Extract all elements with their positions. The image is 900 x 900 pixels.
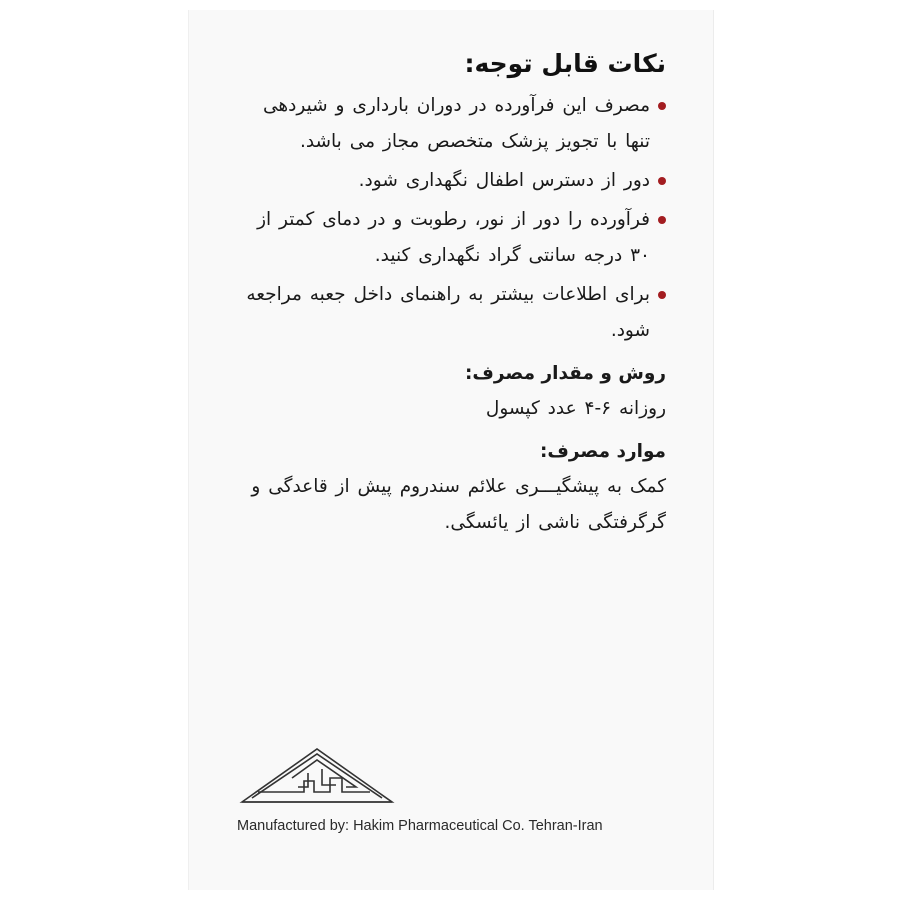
notes-heading: نکات قابل توجه: — [464, 49, 666, 78]
note-item-text: مصرف این فرآورده در دوران بارداری و شیردهی تنها با تجویز پزشک متخصص مجاز می باشد. — [262, 95, 650, 152]
bullet-icon — [658, 216, 666, 224]
indications-heading: موارد مصرف: — [539, 441, 666, 462]
package-text — [232, 44, 666, 541]
dosage-text: روزانه ۶-۴ عدد کپسول — [485, 398, 666, 419]
note-item-text: فرآورده را دور از نور، رطوبت و در دمای کمتر از ۳۰ درجه سانتی گراد نگهداری کنید. — [257, 209, 650, 266]
note-item — [232, 163, 666, 199]
notes-list — [232, 88, 666, 349]
hakim-logo-icon — [238, 745, 396, 807]
note-item-text: برای اطلاعات بیشتر به راهنمای داخل جعبه مراجعه شود. — [246, 284, 650, 341]
bullet-icon — [658, 291, 666, 299]
note-item — [232, 88, 666, 160]
bullet-icon — [658, 177, 666, 185]
indications-text: کمک به پیشگیـــری علائم سندروم پیش از قاعدگی و گرگرفتگی ناشی از یائسگی. — [251, 476, 666, 533]
dosage-heading: روش و مقدار مصرف: — [464, 363, 666, 384]
bullet-icon — [658, 102, 666, 110]
note-item — [232, 202, 666, 274]
note-item-text: دور از دسترس اطفال نگهداری شود. — [358, 170, 650, 191]
manufacturer-line: Manufactured by: Hakim Pharmaceutical Co. Tehran-Iran — [237, 818, 603, 834]
note-item — [232, 277, 666, 349]
